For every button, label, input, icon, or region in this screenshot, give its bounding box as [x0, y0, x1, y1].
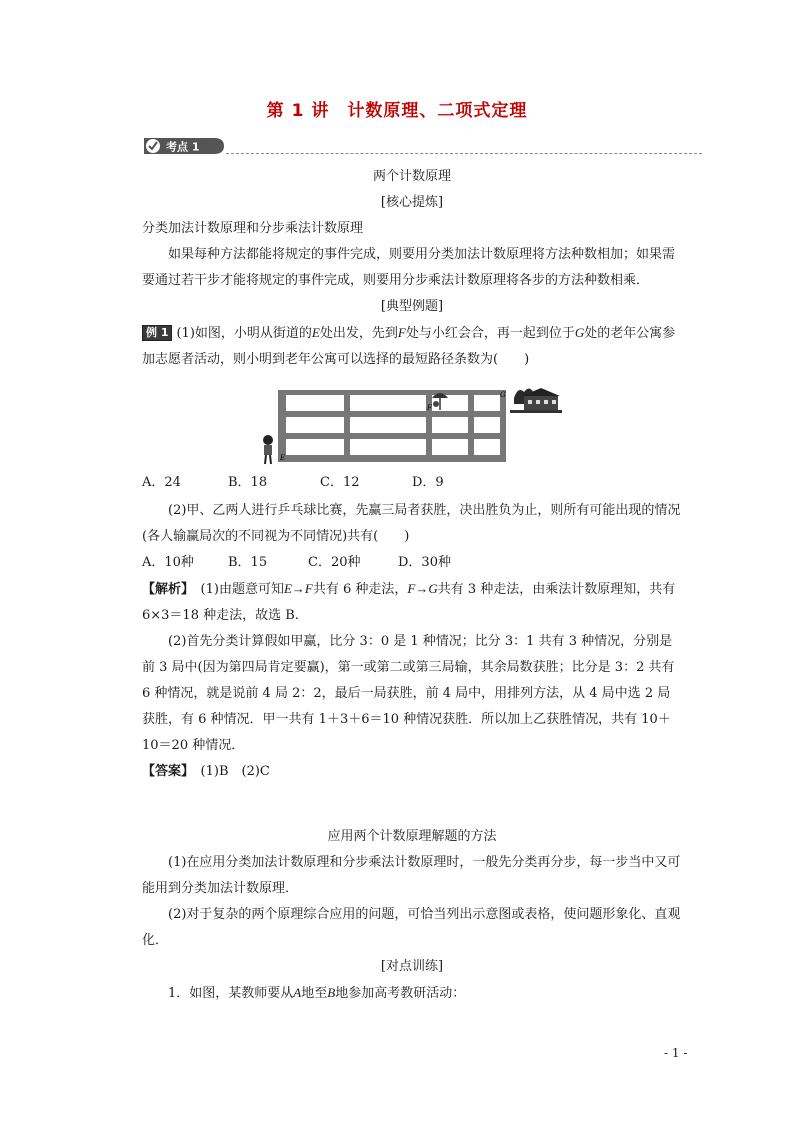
option-a: A．24 — [142, 475, 181, 490]
q2-options — [142, 550, 682, 576]
option-c: C．20种 — [308, 555, 361, 570]
option-b: B．15 — [228, 555, 268, 570]
analysis-label: 【解析】 — [142, 582, 188, 597]
point-f-label: F — [427, 404, 432, 412]
point-e-label: E — [280, 454, 286, 462]
example-1-body — [142, 470, 682, 785]
training-question-1: 1．如图，某教师要从A地至B地参加高考教研活动： — [168, 985, 466, 1001]
person-icon — [263, 435, 273, 464]
analysis-2: (2)首先分类计算假如甲赢，比分 3：0 是 1 种情况；比分 3：1 共有 3 种情况，分别是前 3 局中(因为第四局肯定要赢)，第一或第二或第三局输，其余局数获胜；比分是 3：2 共有 6 种情况，就是说前 4 局 2：2，最后一局获胜，前 4 局中，用排列方法，从 4 局中选 2 局获胜，有 6 种情况．甲一共有 1＋3＋6＝10 种情况获胜．所以加上乙获胜情况，共有 10＋10＝20 种情况． — [142, 634, 675, 753]
answer-line — [142, 759, 682, 785]
answer-label: 【答案】 — [142, 764, 188, 779]
page-number: - 1 - — [664, 1046, 688, 1060]
q1-options — [142, 470, 682, 496]
subheading: 分类加法计数原理和分步乘法计数原理 — [142, 221, 364, 236]
answer-text: (1)B (2)C — [200, 764, 270, 779]
examples-heading: [典型例题] — [380, 299, 444, 314]
point-g-label: G — [500, 391, 506, 399]
example-1-question-1: 例 1 (1)如图，小明从街道的E处出发，先到F处与小红会合，再一起到位于G处的老年公寓参加志愿者活动，则小明到老年公寓可以选择的最短路径条数为( ) — [142, 325, 676, 367]
section-divider — [226, 153, 702, 154]
example-badge: 例 1 — [142, 325, 172, 341]
option-c: C．12 — [320, 475, 360, 490]
option-a: A．10种 — [142, 555, 194, 570]
option-d: D．9 — [412, 475, 444, 490]
section-heading: 应用两个计数原理解题的方法 — [327, 829, 497, 844]
section-heading: 两个计数原理 — [372, 169, 451, 184]
method-2: (2)对于复杂的两个原理综合应用的问题，可恰当列出示意图或表格，使问题形象化、直观化． — [142, 907, 681, 948]
analysis-1: 【解析】 (1)由题意可知E→F共有 6 种走法，F→G共有 3 种走法，由乘法计数原理知，共有 6×3＝18 种走法，故选 B. — [142, 581, 676, 623]
example-1-question-2: (2)甲、乙两人进行乒乓球比赛，先赢三局者获胜，决出胜负为止，则所有可能出现的情况(各人输赢局次的不同视为不同情况)共有( ) — [142, 503, 681, 544]
street-grid-figure — [256, 384, 566, 468]
principle-paragraph: 如果每种方法都能将规定的事件完成，则要用分类加法计数原理将方法种数相加；如果需要通过若干步才能将规定的事件完成，则要用分步乘法计数原理将各步的方法种数相乘． — [142, 247, 676, 288]
training-heading: [对点训练] — [380, 959, 444, 974]
apartment-building-icon — [510, 388, 562, 413]
section-methods — [142, 824, 682, 1007]
option-b: B．18 — [228, 475, 268, 490]
method-1: (1)在应用分类加法计数原理和分步乘法计数原理时，一般先分类再分步，每一步当中又可能用到分类加法计数原理． — [142, 855, 681, 896]
section-tag — [142, 136, 226, 156]
section-tag-label: 考点 1 — [166, 140, 200, 154]
option-d: D．30种 — [398, 555, 451, 570]
page-title: 第 1 讲 计数原理、二项式定理 — [266, 101, 528, 121]
section-principles — [142, 164, 682, 373]
core-heading: [核心提炼] — [380, 195, 444, 210]
